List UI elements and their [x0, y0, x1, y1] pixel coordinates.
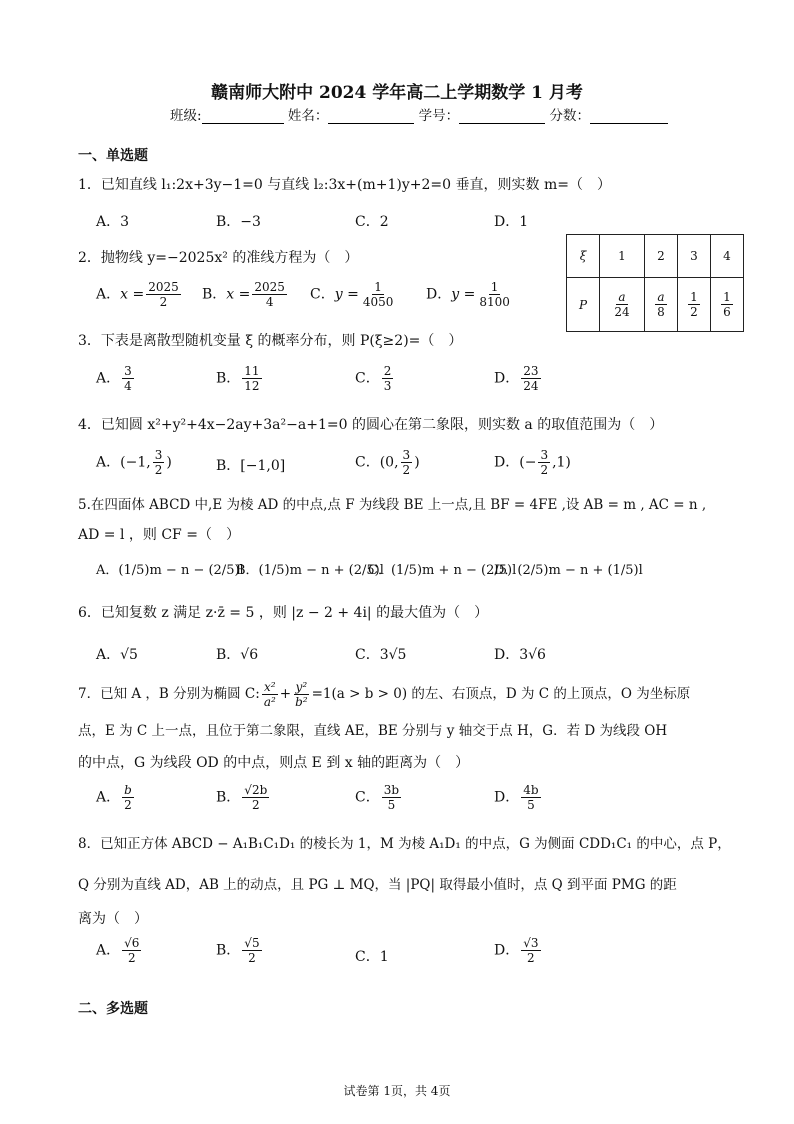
- q1-option-a: A．3: [96, 214, 130, 230]
- q8-stem-line3: 离为（ ）: [78, 911, 148, 927]
- section-heading-multi: 二、多选题: [78, 1001, 148, 1017]
- q6-stem: 6．已知复数 z 满足 z·z̄ = 5 ，则 |z − 2 + 4i| 的最大值为（ ）: [78, 605, 489, 621]
- q2-stem: 2．抛物线 y=−2025x² 的准线方程为（ ）: [78, 250, 359, 266]
- q4-option-d: D．(− $\frac{3}{2}$ ,1): [494, 448, 571, 477]
- page-footer: 试卷第 1页，共 4页: [343, 1084, 451, 1098]
- q8-option-b: B． $\frac{√5}{2}$: [216, 936, 260, 965]
- q7-option-b: B． $\frac{√2b}{2}$: [216, 783, 268, 812]
- q6-option-d: D．3√6: [494, 647, 546, 663]
- q6-option-b: B．√6: [216, 647, 259, 663]
- q7-stem-line3: 的中点，G 为线段 OD 的中点，则点 E 到 x 轴的距离为（ ）: [78, 755, 470, 771]
- q1-option-d: D．1: [494, 214, 529, 230]
- q2-option-a: A．x = $\frac{2025}{2}$: [96, 280, 179, 309]
- q1-option-c: C．2: [355, 214, 389, 230]
- table-p-2: $\frac{a}{8}$: [645, 278, 678, 332]
- field-score-blank[interactable]: [590, 108, 668, 124]
- q5-option-c: C．(1/5)m + n − (2/5)l: [368, 563, 517, 578]
- table-xi-2: 2: [645, 235, 678, 278]
- q4-option-a: A．(−1, $\frac{3}{2}$ ): [96, 448, 172, 477]
- section-heading-single: 一、单选题: [78, 148, 148, 164]
- q3-stem: 3．下表是离散型随机变量 ξ 的概率分布，则 P(ξ≥2)=（ ）: [78, 333, 463, 349]
- q1-stem: 1．已知直线 l₁:2x+3y−1=0 与直线 l₂:3x+(m+1)y+2=0 垂直，则实数 m=（ ）: [78, 177, 611, 193]
- q4-stem: 4．已知圆 x²+y²+4x−2ay+3a²−a+1=0 的圆心在第二象限，则实数 a 的取值范围为（ ）: [78, 417, 664, 433]
- table-header-xi: ξ: [567, 235, 600, 278]
- q5-option-b: B．(1/5)m − n + (2/5)l: [236, 563, 384, 578]
- q2-option-b: B．x = $\frac{2025}{4}$: [202, 280, 285, 309]
- q8-option-a: A． $\frac{√6}{2}$: [96, 936, 140, 965]
- distribution-table: [566, 234, 744, 332]
- q5-option-d: D．(2/5)m − n + (1/5)l: [494, 563, 643, 578]
- table-p-4: $\frac{1}{6}$: [711, 278, 744, 332]
- field-class-label: 班级:: [170, 108, 202, 124]
- table-p-3: $\frac{1}{2}$: [678, 278, 711, 332]
- q6-option-a: A．√5: [96, 647, 138, 663]
- q1-option-b: B．−3: [216, 214, 261, 230]
- table-xi-4: 4: [711, 235, 744, 278]
- q5-stem-line1: 5.在四面体 ABCD 中,E 为棱 AD 的中点,点 F 为线段 BE 上一点,且 BF = 4FE ,设 AB = m , AC = n ,: [78, 497, 707, 513]
- student-info-line: [170, 104, 668, 124]
- q8-option-d: D． $\frac{√3}{2}$: [494, 936, 539, 965]
- field-score-label: 分数：: [549, 108, 590, 124]
- q5-stem-line2: AD = l ，则 CF =（ ）: [78, 527, 240, 543]
- q7-stem-line2: 点，E 为 C 上一点，且位于第二象限，直线 AE，BE 分别与 y 轴交于点 H，G．若 D 为线段 OH: [78, 723, 668, 739]
- table-xi-3: 3: [678, 235, 711, 278]
- q3-option-a: A． $\frac{3}{4}$: [96, 364, 132, 393]
- field-name-blank[interactable]: [328, 108, 414, 124]
- field-name-label: 姓名：: [287, 108, 329, 124]
- q7-option-c: C． $\frac{3b}{5}$: [355, 783, 400, 812]
- table-xi-1: 1: [600, 235, 645, 278]
- q3-option-c: C． $\frac{2}{3}$: [355, 364, 392, 393]
- field-id-label: 学号：: [418, 108, 460, 124]
- q6-option-c: C．3√5: [355, 647, 407, 663]
- table-header-p: P: [567, 278, 600, 332]
- q8-stem-line2: Q 分别为直线 AD，AB 上的动点，且 PG ⊥ MQ，当 |PQ| 取得最小值时，点 Q 到平面 PMG 的距: [78, 877, 677, 893]
- page-title: 赣南师大附中 2024 学年高二上学期数学 1 月考: [211, 83, 583, 103]
- q4-option-b: B．[−1,0]: [216, 458, 286, 474]
- q7-stem-line1: 7．已知 A ，B 分别为椭圆 C: $\frac{\text{x²}}{\text{a²}}$ + $\frac{\text{y²}}{\text{b²}}$ =1(a > b > 0) 的左、右顶点，D 为 C 的上顶点，O 为坐标原: [78, 680, 691, 709]
- q2-option-d: D．y = $\frac{1}{8100}$: [426, 280, 510, 309]
- field-class-blank[interactable]: [202, 108, 284, 124]
- q3-option-b: B． $\frac{11}{12}$: [216, 364, 260, 393]
- q5-option-a: A．(1/5)m − n − (2/5)l: [96, 563, 244, 578]
- q7-option-d: D． $\frac{4b}{5}$: [494, 783, 539, 812]
- q8-stem-line1: 8．已知正方体 ABCD − A₁B₁C₁D₁ 的棱长为 1，M 为棱 A₁D₁ 的中点，G 为侧面 CDD₁C₁ 的中心，点 P，: [78, 836, 731, 852]
- table-p-1: $\frac{a}{24}$: [600, 278, 645, 332]
- q7-option-a: A． $\frac{b}{2}$: [96, 783, 132, 812]
- field-id-blank[interactable]: [459, 108, 545, 124]
- q2-option-c: C．y = $\frac{1}{4050}$: [310, 280, 394, 309]
- q8-option-c: C．1: [355, 949, 389, 965]
- q3-option-d: D． $\frac{23}{24}$: [494, 364, 539, 393]
- q4-option-c: C．(0, $\frac{3}{2}$ ): [355, 448, 420, 477]
